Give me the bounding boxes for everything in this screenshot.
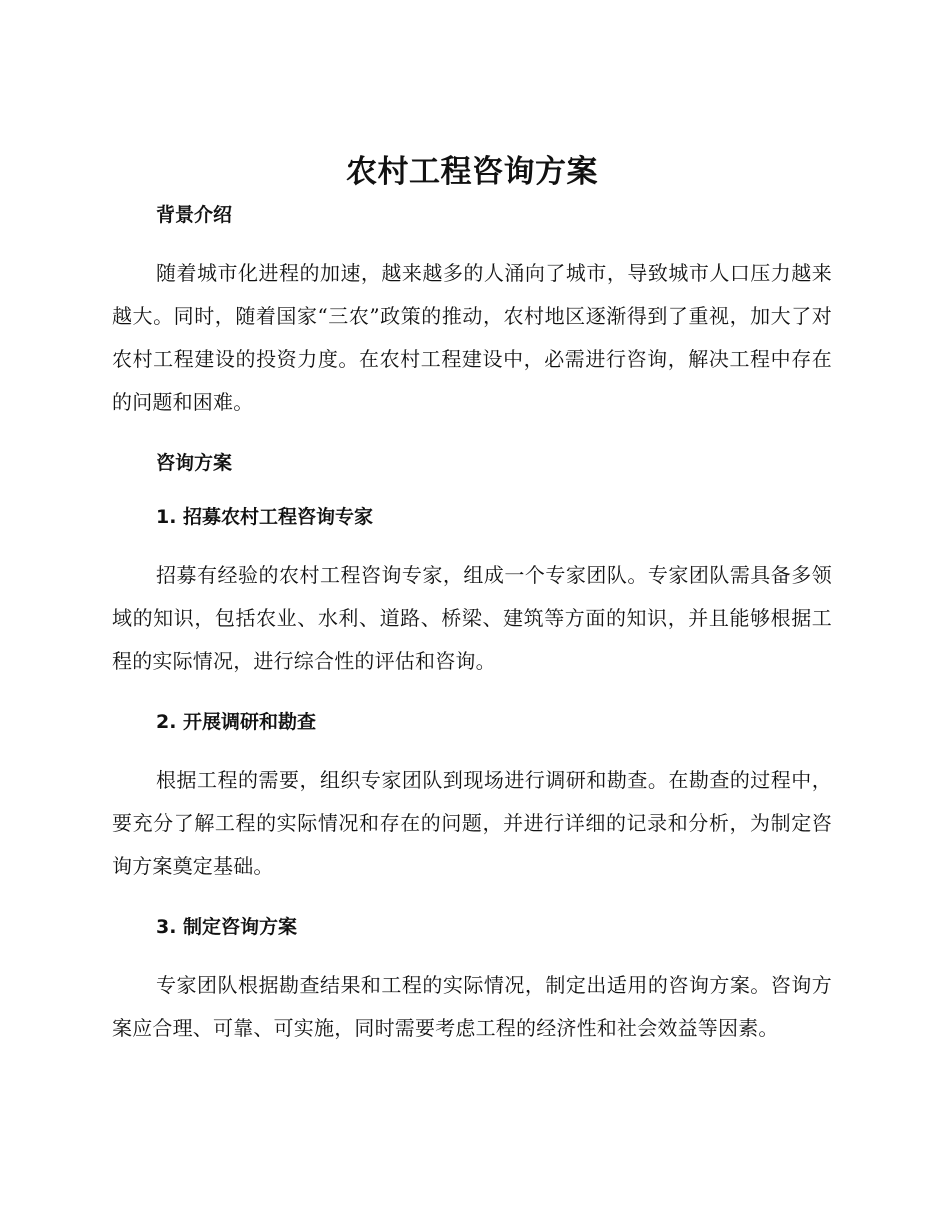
plan-item-paragraph: 专家团队根据勘查结果和工程的实际情况，制定出适用的咨询方案。咨询方案应合理、可靠、可实施，同时需要考虑工程的经济性和社会效益等因素。: [112, 973, 832, 1040]
document-title: 农村工程咨询方案: [346, 154, 598, 190]
plan-item-1: [112, 502, 832, 683]
section-plan: [112, 448, 832, 478]
plan-item-2: [112, 707, 832, 888]
plan-item-heading: 1. 招募农村工程咨询专家: [156, 506, 374, 528]
plan-item-heading: 3. 制定咨询方案: [156, 916, 298, 938]
section-heading-background: 背景介绍: [156, 204, 233, 226]
plan-item-paragraph: 根据工程的需要，组织专家团队到现场进行调研和勘查。在勘查的过程中，要充分了解工程的实际情况和存在的问题，并进行详细的记录和分析，为制定咨询方案奠定基础。: [112, 768, 832, 878]
plan-item-3: [112, 912, 832, 1050]
plan-item-heading: 2. 开展调研和勘查: [156, 711, 317, 733]
section-heading-plan: 咨询方案: [156, 452, 233, 474]
plan-item-paragraph: 招募有经验的农村工程咨询专家，组成一个专家团队。专家团队需具备多领域的知识，包括农业、水利、道路、桥梁、建筑等方面的知识，并且能够根据工程的实际情况，进行综合性的评估和咨询。: [112, 563, 832, 673]
background-paragraph: 随着城市化进程的加速，越来越多的人涌向了城市，导致城市人口压力越来越大。同时，随着国家“三农”政策的推动，农村地区逐渐得到了重视，加大了对农村工程建设的投资力度。在农村工程建设中，必需进行咨询，解决工程中存在的问题和困难。: [112, 261, 832, 414]
